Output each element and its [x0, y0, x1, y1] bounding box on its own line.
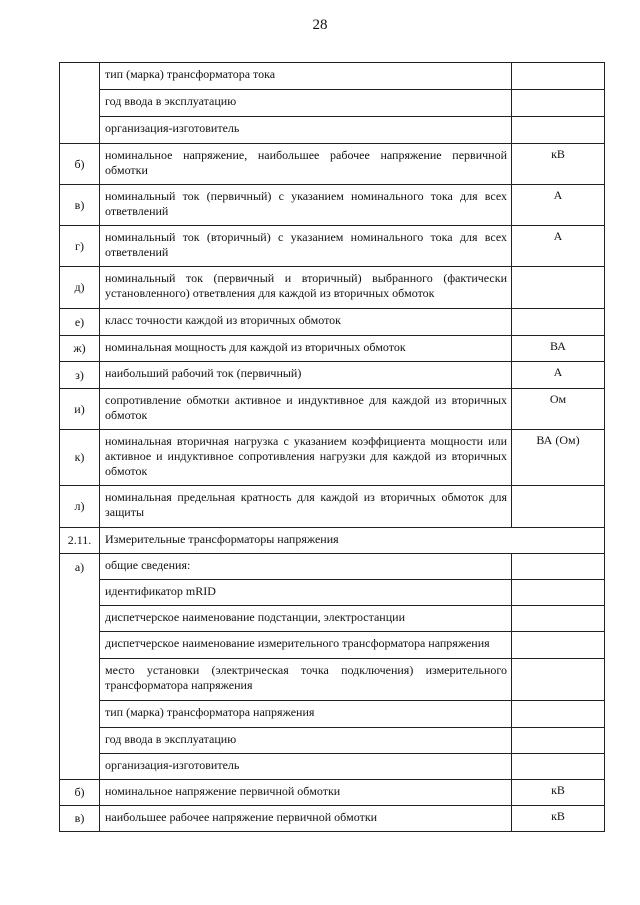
table-row: [60, 780, 605, 806]
row-unit: [512, 701, 605, 728]
row-description: номинальный ток (вторичный) с указанием номинального тока для всех ответвлений: [100, 226, 512, 267]
row-unit: [512, 309, 605, 336]
row-unit: [512, 632, 605, 659]
row-description: идентификатор mRID: [100, 580, 512, 606]
table-row: [60, 362, 605, 389]
row-description: место установки (электрическая точка подключения) измерительного трансформатора напряжения: [100, 659, 512, 701]
row-unit: [512, 728, 605, 754]
section-number: 2.11.: [60, 528, 100, 554]
row-unit: [512, 486, 605, 528]
table-row: [60, 90, 605, 117]
row-unit: А: [512, 226, 605, 267]
row-description: общие сведения:: [100, 554, 512, 580]
row-unit: [512, 754, 605, 780]
row-number: г): [60, 226, 100, 267]
row-description: номинальный ток (первичный) с указанием номинального тока для всех ответвлений: [100, 185, 512, 226]
row-number: е): [60, 309, 100, 336]
row-description: организация-изготовитель: [100, 754, 512, 780]
row-description: номинальная вторичная нагрузка с указанием коэффициента мощности или активное и индуктивное сопротивления нагрузки для каждой из вторичных обмоток: [100, 430, 512, 486]
row-number: [60, 63, 100, 144]
row-description: тип (марка) трансформатора напряжения: [100, 701, 512, 728]
table-row: [60, 632, 605, 659]
row-unit: А: [512, 185, 605, 226]
row-number: к): [60, 430, 100, 486]
row-description: номинальное напряжение первичной обмотки: [100, 780, 512, 806]
row-description: номинальный ток (первичный и вторичный) выбранного (фактически установленного) ответвления для каждой из вторичных обмоток: [100, 267, 512, 309]
row-unit: ВА: [512, 336, 605, 362]
row-number: и): [60, 389, 100, 430]
row-unit: [512, 267, 605, 309]
row-unit: [512, 554, 605, 580]
table-row: [60, 486, 605, 528]
row-description: класс точности каждой из вторичных обмоток: [100, 309, 512, 336]
row-number: а): [60, 554, 100, 780]
section-title: Измерительные трансформаторы напряжения: [100, 528, 605, 554]
section-heading-row: [60, 528, 605, 554]
table-row: [60, 389, 605, 430]
table-row: [60, 728, 605, 754]
equipment-parameters-table: [59, 62, 605, 832]
table-row: [60, 701, 605, 728]
row-unit: кВ: [512, 780, 605, 806]
row-unit: кВ: [512, 144, 605, 185]
table-row: [60, 554, 605, 580]
table-row: [60, 117, 605, 144]
table-row: [60, 336, 605, 362]
row-description: номинальная мощность для каждой из вторичных обмоток: [100, 336, 512, 362]
row-description: наибольший рабочий ток (первичный): [100, 362, 512, 389]
row-unit: кВ: [512, 806, 605, 832]
row-unit: ВА (Ом): [512, 430, 605, 486]
table-row: [60, 267, 605, 309]
row-unit: [512, 659, 605, 701]
table-row: [60, 309, 605, 336]
row-description: год ввода в эксплуатацию: [100, 728, 512, 754]
row-unit: Ом: [512, 389, 605, 430]
table-row: [60, 806, 605, 832]
table-row: [60, 63, 605, 90]
page-number: 28: [312, 17, 328, 33]
table-row: [60, 659, 605, 701]
row-number: д): [60, 267, 100, 309]
table-row: [60, 606, 605, 632]
row-number: л): [60, 486, 100, 528]
table-row: [60, 185, 605, 226]
row-unit: [512, 63, 605, 90]
row-description: тип (марка) трансформатора тока: [100, 63, 512, 90]
table-row: [60, 144, 605, 185]
row-description: год ввода в эксплуатацию: [100, 90, 512, 117]
row-description: организация-изготовитель: [100, 117, 512, 144]
row-description: наибольшее рабочее напряжение первичной обмотки: [100, 806, 512, 832]
row-number: в): [60, 806, 100, 832]
row-description: диспетчерское наименование измерительного трансформатора напряжения: [100, 632, 512, 659]
row-number: б): [60, 780, 100, 806]
table-row: [60, 226, 605, 267]
row-unit: [512, 580, 605, 606]
row-unit: А: [512, 362, 605, 389]
row-description: сопротивление обмотки активное и индуктивное для каждой из вторичных обмоток: [100, 389, 512, 430]
row-unit: [512, 606, 605, 632]
row-description: номинальное напряжение, наибольшее рабочее напряжение первичной обмотки: [100, 144, 512, 185]
row-number: ж): [60, 336, 100, 362]
row-unit: [512, 90, 605, 117]
row-unit: [512, 117, 605, 144]
row-description: диспетчерское наименование подстанции, электростанции: [100, 606, 512, 632]
table-row: [60, 430, 605, 486]
table-row: [60, 754, 605, 780]
row-description: номинальная предельная кратность для каждой из вторичных обмоток для защиты: [100, 486, 512, 528]
row-number: б): [60, 144, 100, 185]
row-number: з): [60, 362, 100, 389]
row-number: в): [60, 185, 100, 226]
table-row: [60, 580, 605, 606]
